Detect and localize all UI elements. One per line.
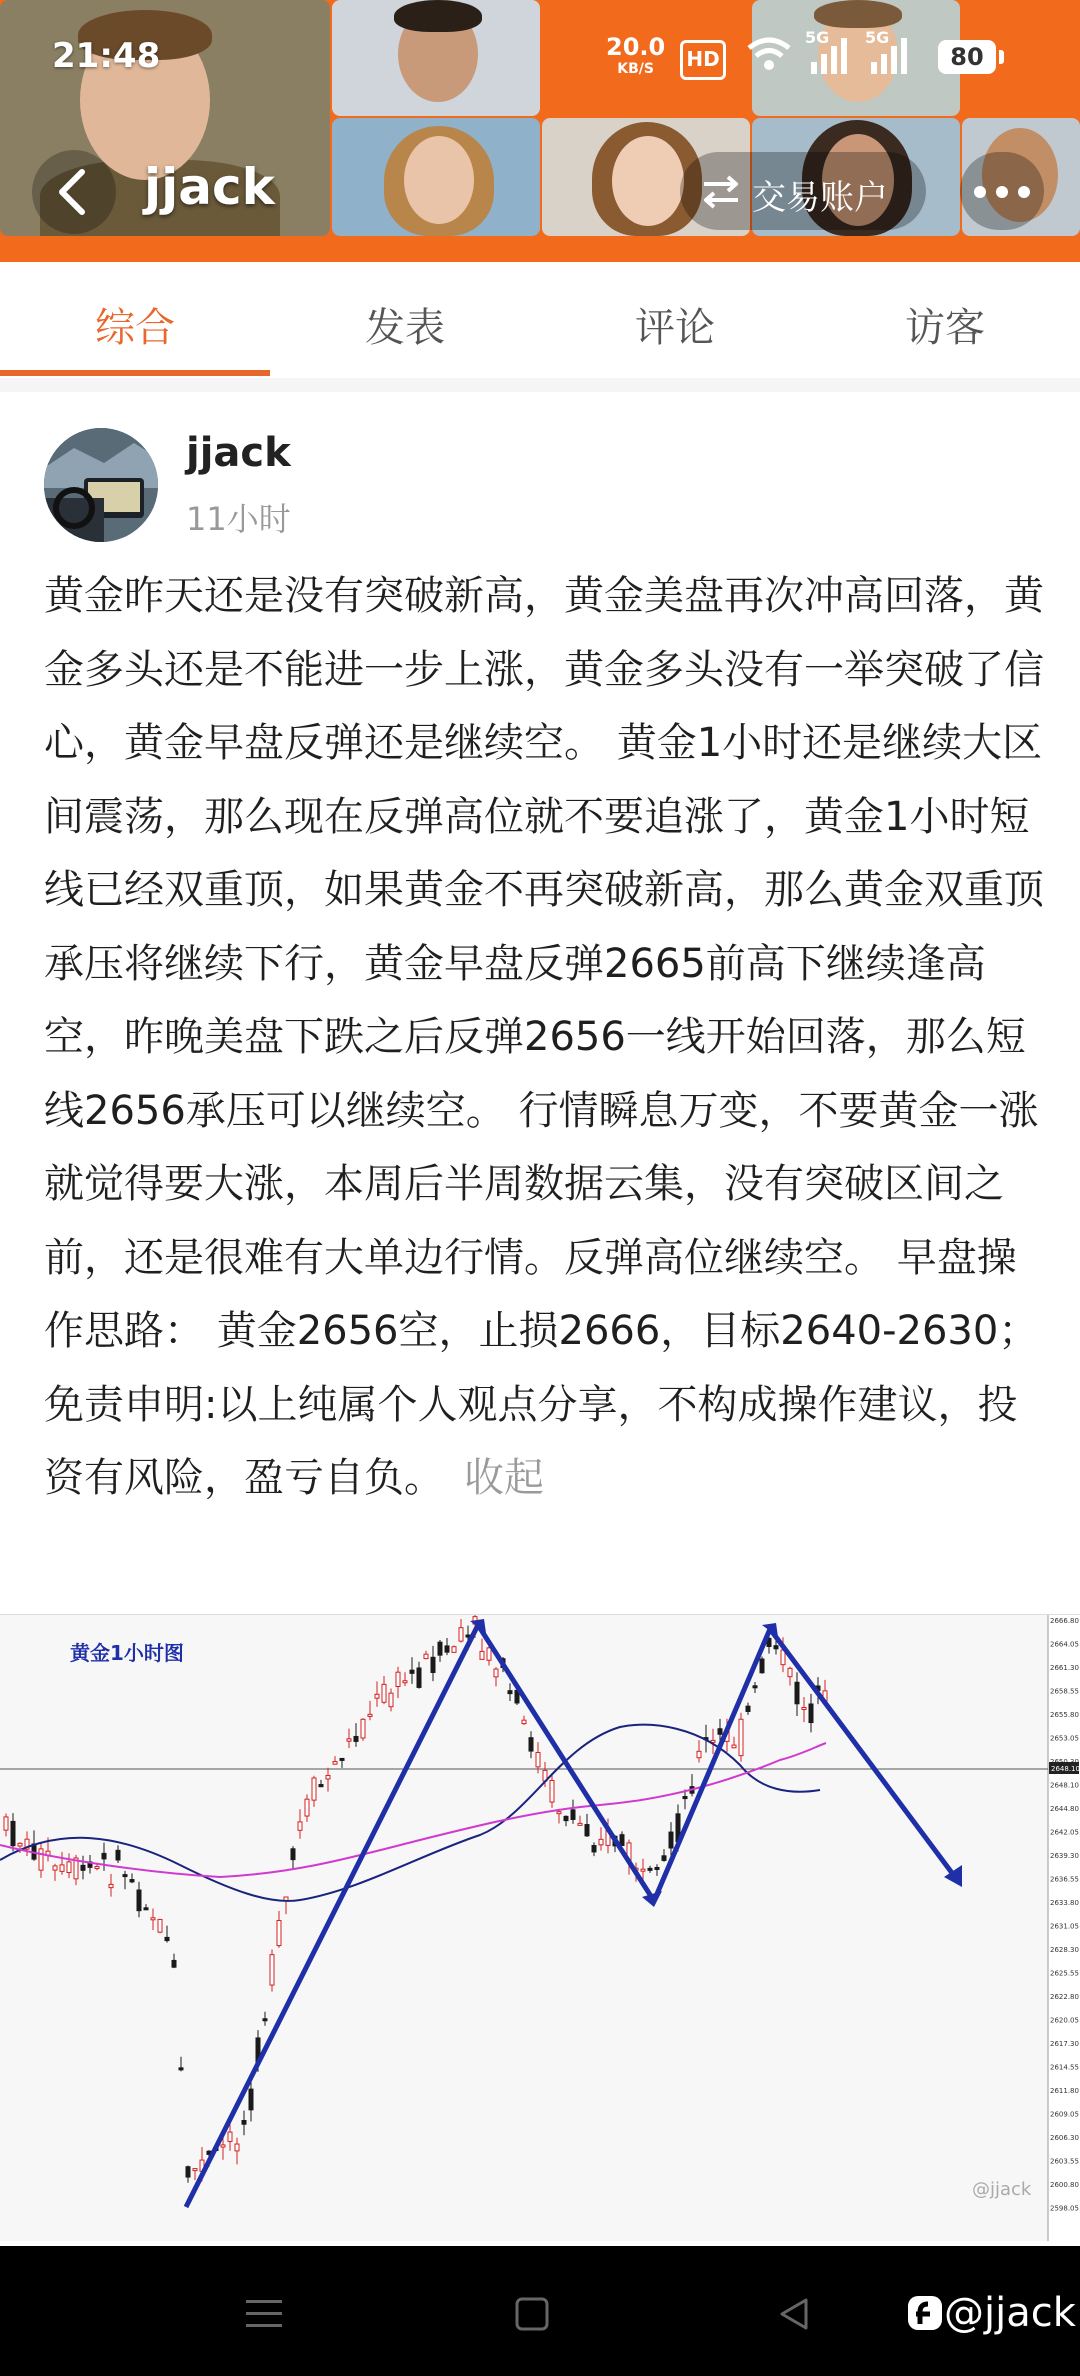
candle-body: [158, 1919, 162, 1932]
chevron-left-icon: [52, 168, 92, 216]
candle-body: [641, 1869, 645, 1871]
candle-body: [669, 1832, 673, 1848]
status-time: 21:48: [52, 36, 161, 76]
candle-body: [578, 1823, 582, 1825]
price-tick-label: 2658.55: [1050, 1687, 1079, 1696]
candle-body: [375, 1694, 379, 1698]
tab-posts[interactable]: 发表: [365, 305, 445, 351]
candle-body: [18, 1843, 22, 1846]
candle-body: [319, 1785, 323, 1787]
candle-body: [620, 1835, 624, 1846]
candle-body: [53, 1866, 57, 1870]
candle-body: [298, 1822, 302, 1830]
active-tab-indicator: [0, 370, 270, 376]
candle-body: [410, 1670, 414, 1673]
candle-body: [648, 1868, 652, 1870]
candle-body: [312, 1778, 316, 1800]
candle-body: [172, 1960, 176, 1967]
candle-body: [130, 1880, 134, 1882]
chart-title: 黄金1小时图: [70, 1641, 184, 1665]
candle-body: [438, 1642, 442, 1655]
home-square-icon[interactable]: [514, 2296, 550, 2332]
candle-body: [305, 1799, 309, 1816]
candle-body: [452, 1647, 456, 1653]
candle-body: [487, 1648, 491, 1660]
network-speed-unit: KB/S: [617, 61, 654, 77]
candle-body: [494, 1669, 498, 1677]
candle-body: [193, 2169, 197, 2171]
candle-body: [39, 1849, 43, 1870]
price-tick-label: 2625.55: [1050, 1969, 1079, 1978]
candle-body: [277, 1921, 281, 1946]
candle-body: [249, 2089, 253, 2110]
profile-banner: [0, 0, 1080, 262]
candle-body: [599, 1839, 603, 1844]
candle-body: [585, 1825, 589, 1836]
candle-body: [151, 1918, 155, 1920]
tab-visitors[interactable]: 访客: [905, 305, 985, 351]
profile-tabs: [0, 262, 1080, 380]
swap-icon: [700, 174, 742, 210]
candle-body: [368, 1714, 372, 1716]
candle-body: [102, 1853, 106, 1859]
candle-body: [424, 1654, 428, 1658]
candle-body: [291, 1849, 295, 1860]
candle-body: [732, 1745, 736, 1748]
footer-watermark: [906, 2290, 1076, 2336]
candle-body: [221, 2145, 225, 2147]
candle-body: [95, 1867, 99, 1869]
candle-body: [753, 1686, 757, 1688]
price-tick-label: 2598.05: [1050, 2204, 1079, 2213]
candle-body: [137, 1890, 141, 1911]
price-tick-label: 2639.30: [1050, 1852, 1079, 1860]
candle-body: [522, 1720, 526, 1723]
price-tick-label: 2614.55: [1050, 2063, 1079, 2072]
price-tick-label: 2661.30: [1050, 1664, 1079, 1672]
candle-body: [431, 1657, 435, 1672]
candle-body: [347, 1739, 351, 1741]
candle-body: [4, 1817, 8, 1830]
candle-body: [270, 1955, 274, 1985]
gold-chart: [0, 1615, 1080, 2241]
candle-body: [354, 1736, 358, 1741]
candle-body: [242, 2121, 246, 2125]
candle-body: [179, 2068, 183, 2070]
post-chart-image[interactable]: [0, 1614, 1080, 2241]
more-dot-icon: [1018, 186, 1030, 198]
battery-icon: 80: [938, 40, 996, 74]
price-axis: [1049, 1617, 1080, 2213]
candle-body: [718, 1729, 722, 1735]
candle-body: [228, 2132, 232, 2141]
wifi-signal-icon: [745, 34, 935, 80]
candle-body: [445, 1646, 449, 1652]
avatar-image: [44, 428, 158, 542]
trade-account-label: 交易账户: [752, 178, 888, 218]
price-tick-label: 2609.05: [1050, 2110, 1079, 2119]
candle-body: [333, 1762, 337, 1765]
post-time: 11小时: [186, 500, 291, 538]
more-dot-icon: [974, 186, 986, 198]
candle-body: [165, 1937, 169, 1940]
sim1-label: 5G: [805, 28, 830, 47]
candle-body: [592, 1846, 596, 1852]
trade-account-button[interactable]: [680, 152, 926, 230]
price-tick-label: 2664.05: [1050, 1640, 1079, 1649]
current-price-label: 2648.10: [1051, 1765, 1080, 1773]
post-author[interactable]: jjack: [186, 430, 291, 476]
candle-body: [81, 1865, 85, 1870]
candle-body: [326, 1775, 330, 1779]
price-tick-label: 2648.10: [1050, 1781, 1079, 1790]
candle-body: [340, 1758, 344, 1760]
candle-body: [529, 1738, 533, 1751]
divider: [0, 378, 1080, 392]
candle-body: [571, 1810, 575, 1820]
candle-body: [655, 1867, 659, 1869]
back-triangle-icon[interactable]: [776, 2296, 812, 2332]
candle-body: [389, 1693, 393, 1707]
candle-body: [774, 1646, 778, 1649]
candle-body: [403, 1681, 407, 1683]
tab-comments[interactable]: 评论: [635, 305, 715, 351]
signal-icons: [745, 28, 935, 84]
price-tick-label: 2611.80: [1050, 2087, 1079, 2095]
candle-body: [788, 1668, 792, 1676]
price-tick-label: 2655.80: [1050, 1711, 1079, 1719]
back-button[interactable]: [32, 150, 116, 234]
price-tick-label: 2620.05: [1050, 2016, 1079, 2025]
candle-body: [683, 1797, 687, 1799]
candle-body: [557, 1812, 561, 1814]
hd-icon: HD: [680, 40, 726, 80]
price-tick-label: 2622.80: [1050, 1993, 1079, 2001]
banner-strip: [0, 236, 1080, 262]
price-tick-label: 2606.30: [1050, 2134, 1079, 2142]
candle-body: [263, 2019, 267, 2021]
candle-body: [802, 1707, 806, 1709]
more-options-button[interactable]: [960, 152, 1044, 230]
candle-body: [235, 2144, 239, 2151]
candle-body: [564, 1816, 568, 1820]
candle-body: [67, 1862, 71, 1873]
post-text: 黄金昨天还是没有突破新高，黄金美盘再次冲高回落，黄金多头还是不能进一步上涨，黄金多头没有一举突破了信心，黄金早盘反弹还是继续空。 黄金1小时还是继续大区间震荡，那么现在反弹高位就不要追涨了，黄金1小时短线已经双重顶，如果黄金不再突破新高，那么黄金双重顶承压将继续下行，黄金早盘反弹2665前高下继续逢高空，昨晚美盘下跌之后反弹2656一线开始回落，那么短线2656承压可以继续空。 行情瞬息万变，不要黄金一涨就觉得要大涨，本周后半周数据云集，没有突破区间之前，还是很难有大单边行情。反弹高位继续空。 早盘操作思路： 黄金2656空，止损2666，目标2640-2630；免责申明:以上纯属个人观点分享，不构成操作建议，投资有风险，盈亏自负。: [44, 573, 1044, 1501]
price-tick-label: 2600.80: [1050, 2181, 1079, 2189]
post-body: [44, 560, 1044, 1516]
candle-body: [144, 1908, 148, 1910]
app-logo-icon: [906, 2294, 944, 2332]
avatar[interactable]: [44, 428, 158, 542]
network-speed-value: 20.0: [606, 33, 666, 61]
candle-body: [739, 1719, 743, 1755]
candle-body: [662, 1856, 666, 1861]
candle-body: [396, 1672, 400, 1686]
more-dot-icon: [996, 186, 1008, 198]
candle-body: [382, 1684, 386, 1702]
candle-body: [697, 1751, 701, 1757]
candle-body: [11, 1821, 15, 1845]
candle-body: [795, 1682, 799, 1704]
menu-icon[interactable]: [244, 2296, 284, 2332]
candle-body: [116, 1850, 120, 1860]
sim2-label: 5G: [865, 28, 890, 47]
candle-body: [417, 1668, 421, 1687]
candle-body: [536, 1752, 540, 1766]
price-tick-label: 2631.05: [1050, 1922, 1079, 1931]
chart-watermark: @jjack: [972, 2179, 1032, 2200]
candle-body: [186, 2167, 190, 2177]
price-tick-label: 2617.30: [1050, 2040, 1079, 2048]
candle-body: [123, 1875, 127, 1877]
price-tick-label: 2636.55: [1050, 1875, 1079, 1884]
candle-body: [760, 1659, 764, 1673]
candle-body: [60, 1865, 64, 1872]
price-tick-label: 2653.05: [1050, 1734, 1079, 1743]
candle-body: [746, 1706, 750, 1711]
price-tick-label: 2642.05: [1050, 1828, 1079, 1837]
price-tick-label: 2633.80: [1050, 1899, 1079, 1907]
status-bar: [0, 0, 1080, 110]
tab-overview[interactable]: 综合: [95, 305, 175, 351]
price-tick-label: 2603.55: [1050, 2157, 1079, 2166]
footer-watermark-text: @jjack: [944, 2290, 1076, 2336]
candle-body: [459, 1628, 463, 1641]
price-tick-label: 2644.80: [1050, 1805, 1079, 1813]
candle-body: [109, 1884, 113, 1887]
network-speed: [606, 33, 666, 80]
collapse-link[interactable]: 收起: [464, 1455, 544, 1501]
candle-body: [480, 1651, 484, 1659]
candle-body: [550, 1781, 554, 1803]
price-tick-label: 2666.80: [1050, 1617, 1079, 1625]
candle-body: [361, 1719, 365, 1738]
candle-body: [809, 1704, 813, 1723]
candle-body: [508, 1691, 512, 1694]
profile-name: jjack: [144, 158, 275, 216]
banner-photo: [332, 118, 540, 236]
price-tick-label: 2628.30: [1050, 1946, 1079, 1954]
